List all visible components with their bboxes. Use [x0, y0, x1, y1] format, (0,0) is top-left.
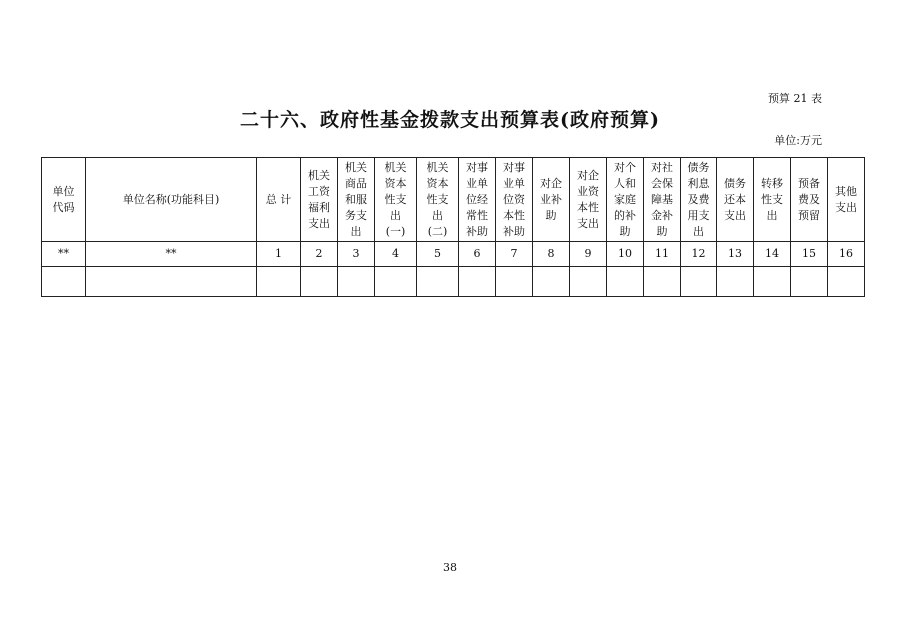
- column-header: 总 计: [257, 158, 301, 242]
- column-header: 对企 业补 助: [533, 158, 570, 242]
- column-header: 对事 业单 位经 常性 补助: [459, 158, 496, 242]
- table-row: [42, 242, 865, 267]
- column-header: 机关 资本 性支 出 (一): [375, 158, 417, 242]
- column-header: 对个 人和 家庭 的补 助: [607, 158, 644, 242]
- table-cell: [570, 267, 607, 297]
- table-row: [42, 267, 865, 297]
- column-header: 机关 资本 性支 出 (二): [417, 158, 459, 242]
- column-header: 对社 会保 障基 金补 助: [644, 158, 681, 242]
- budget-table: [41, 157, 865, 297]
- column-header: 对事 业单 位资 本性 补助: [496, 158, 533, 242]
- column-header: 单位名称(功能科目): [86, 158, 257, 242]
- table-cell: 4: [375, 242, 417, 267]
- table-cell: 2: [301, 242, 338, 267]
- table-cell: 6: [459, 242, 496, 267]
- table-cell: 7: [496, 242, 533, 267]
- table-cell: [791, 267, 828, 297]
- table-cell: [42, 267, 86, 297]
- table-cell: [496, 267, 533, 297]
- table-cell: [375, 267, 417, 297]
- table-cell: 13: [717, 242, 754, 267]
- header-row: [42, 158, 865, 242]
- table-cell: [459, 267, 496, 297]
- column-header: 债务 利息 及费 用支 出: [681, 158, 717, 242]
- table-cell: 8: [533, 242, 570, 267]
- table-number: 预算 21 表: [768, 92, 822, 105]
- unit-label: 单位:万元: [774, 134, 822, 147]
- table-cell: [754, 267, 791, 297]
- table-cell: 3: [338, 242, 375, 267]
- table-cell: [607, 267, 644, 297]
- table-cell: [417, 267, 459, 297]
- table-cell: [257, 267, 301, 297]
- table-cell: 14: [754, 242, 791, 267]
- column-header: 对企 业资 本性 支出: [570, 158, 607, 242]
- table-cell: 9: [570, 242, 607, 267]
- column-header: 机关 工资 福利 支出: [301, 158, 338, 242]
- table-cell: **: [42, 242, 86, 267]
- column-header: 机关 商品 和服 务支 出: [338, 158, 375, 242]
- table-cell: 10: [607, 242, 644, 267]
- column-header: 其他 支出: [828, 158, 865, 242]
- page-number: 38: [443, 561, 457, 574]
- table-cell: 1: [257, 242, 301, 267]
- table-cell: 16: [828, 242, 865, 267]
- table-cell: 15: [791, 242, 828, 267]
- column-header: 单位 代码: [42, 158, 86, 242]
- table-cell: 11: [644, 242, 681, 267]
- table-cell: **: [86, 242, 257, 267]
- column-header: 债务 还本 支出: [717, 158, 754, 242]
- table-cell: [338, 267, 375, 297]
- table-cell: [644, 267, 681, 297]
- table-cell: [533, 267, 570, 297]
- page-title: 二十六、政府性基金拨款支出预算表(政府预算): [240, 109, 660, 131]
- table-cell: [828, 267, 865, 297]
- table-cell: [86, 267, 257, 297]
- table-cell: [717, 267, 754, 297]
- table-cell: 12: [681, 242, 717, 267]
- table-cell: 5: [417, 242, 459, 267]
- table-cell: [301, 267, 338, 297]
- table-cell: [681, 267, 717, 297]
- column-header: 预备 费及 预留: [791, 158, 828, 242]
- column-header: 转移 性支 出: [754, 158, 791, 242]
